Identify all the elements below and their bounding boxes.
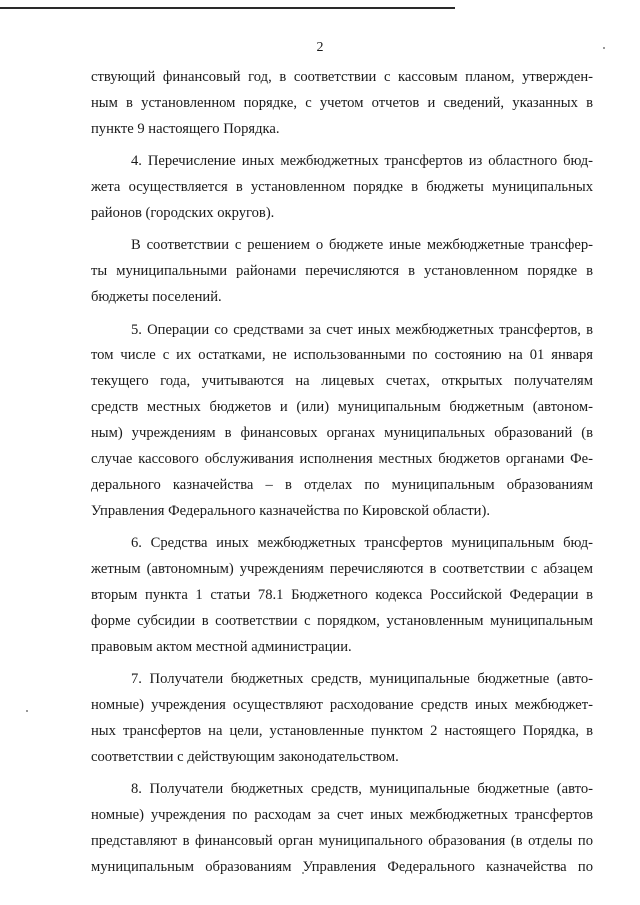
text-line: В соответствии с решением о бюджете иные межбюджетные трансфер- bbox=[131, 237, 593, 254]
text-line: пункте 9 настоящего Порядка. bbox=[91, 120, 280, 137]
paragraph bbox=[91, 531, 593, 660]
scan-speck bbox=[603, 47, 605, 49]
text-line: средств местных бюджетов и (или) муниципальным бюджетным (автоном- bbox=[91, 399, 593, 416]
text-line: дерального казначейства – в отделах по муниципальным образованиям bbox=[91, 476, 593, 493]
text-line: ствующий финансовый год, в соответствии с кассовым планом, утвержден- bbox=[91, 69, 593, 85]
paragraph bbox=[91, 233, 593, 311]
text-line: ным) учреждениям в финансовых органах муниципальных образований (в bbox=[91, 425, 593, 442]
text-line: бюджеты поселений. bbox=[91, 289, 222, 306]
text-line: Управления Федерального казначейства по Кировской области). bbox=[91, 502, 490, 519]
paragraph bbox=[91, 65, 593, 143]
text-line: 8. Получатели бюджетных средств, муниципальные бюджетные (авто- bbox=[131, 781, 593, 798]
text-line: ных трансфертов на цели, установленные пунктом 2 настоящего Порядка, в bbox=[91, 722, 593, 739]
text-line: текущего года, учитываются на лицевых счетах, открытых получателям bbox=[91, 373, 593, 390]
text-line: муниципальным образованиям Управления Федерального казначейства по bbox=[91, 858, 593, 875]
text-line: 4. Перечисление иных межбюджетных трансфертов из областного бюд- bbox=[131, 153, 593, 170]
text-line: жета осуществляется в установленном порядке в бюджеты муниципальных bbox=[91, 179, 593, 196]
text-line: случае кассового обслуживания исполнения местных бюджетов органами Фе- bbox=[91, 450, 593, 467]
text-line: правовым актом местной администрации. bbox=[91, 638, 352, 655]
paragraph bbox=[91, 318, 593, 525]
text-line: представляют в финансовый орган муниципального образования (в отделы по bbox=[91, 832, 593, 849]
text-line: вторым пункта 1 статьи 78.1 Бюджетного кодекса Российской Федерации в bbox=[91, 586, 593, 603]
paragraph bbox=[91, 667, 593, 771]
text-line: районов (городских округов). bbox=[91, 204, 275, 221]
text-line: жетным (автономным) учреждениям перечисляются в соответствии с абзацем bbox=[91, 561, 593, 578]
scan-speck bbox=[26, 710, 28, 712]
text-line: том числе с их остатками, не использованными по состоянию на 01 января bbox=[91, 347, 593, 364]
paragraph bbox=[91, 777, 593, 881]
text-line: ным в установленном порядке, с учетом отчетов и сведений, указанных в bbox=[91, 94, 593, 111]
text-line: номные) учреждения осуществляют расходование средств иных межбюджет- bbox=[91, 696, 593, 713]
text-line: соответствии с действующим законодательством. bbox=[91, 748, 399, 765]
paragraph bbox=[91, 149, 593, 227]
text-line: 5. Операции со средствами за счет иных межбюджетных трансфертов, в bbox=[131, 321, 593, 338]
text-line: 6. Средства иных межбюджетных трансфертов муниципальным бюд- bbox=[131, 535, 593, 552]
text-line: форме субсидии в соответствии с порядком, установленным муниципальным bbox=[91, 612, 593, 629]
text-line: 7. Получатели бюджетных средств, муниципальные бюджетные (авто- bbox=[131, 671, 593, 688]
text-line: номные) учреждения по расходам за счет иных межбюджетных трансфертов bbox=[91, 807, 593, 824]
text-line: ты муниципальными районами перечисляются в установленном порядке в bbox=[91, 263, 593, 280]
page-number: 2 bbox=[316, 40, 324, 55]
document-body bbox=[91, 65, 593, 887]
top-border-rule bbox=[0, 7, 455, 9]
